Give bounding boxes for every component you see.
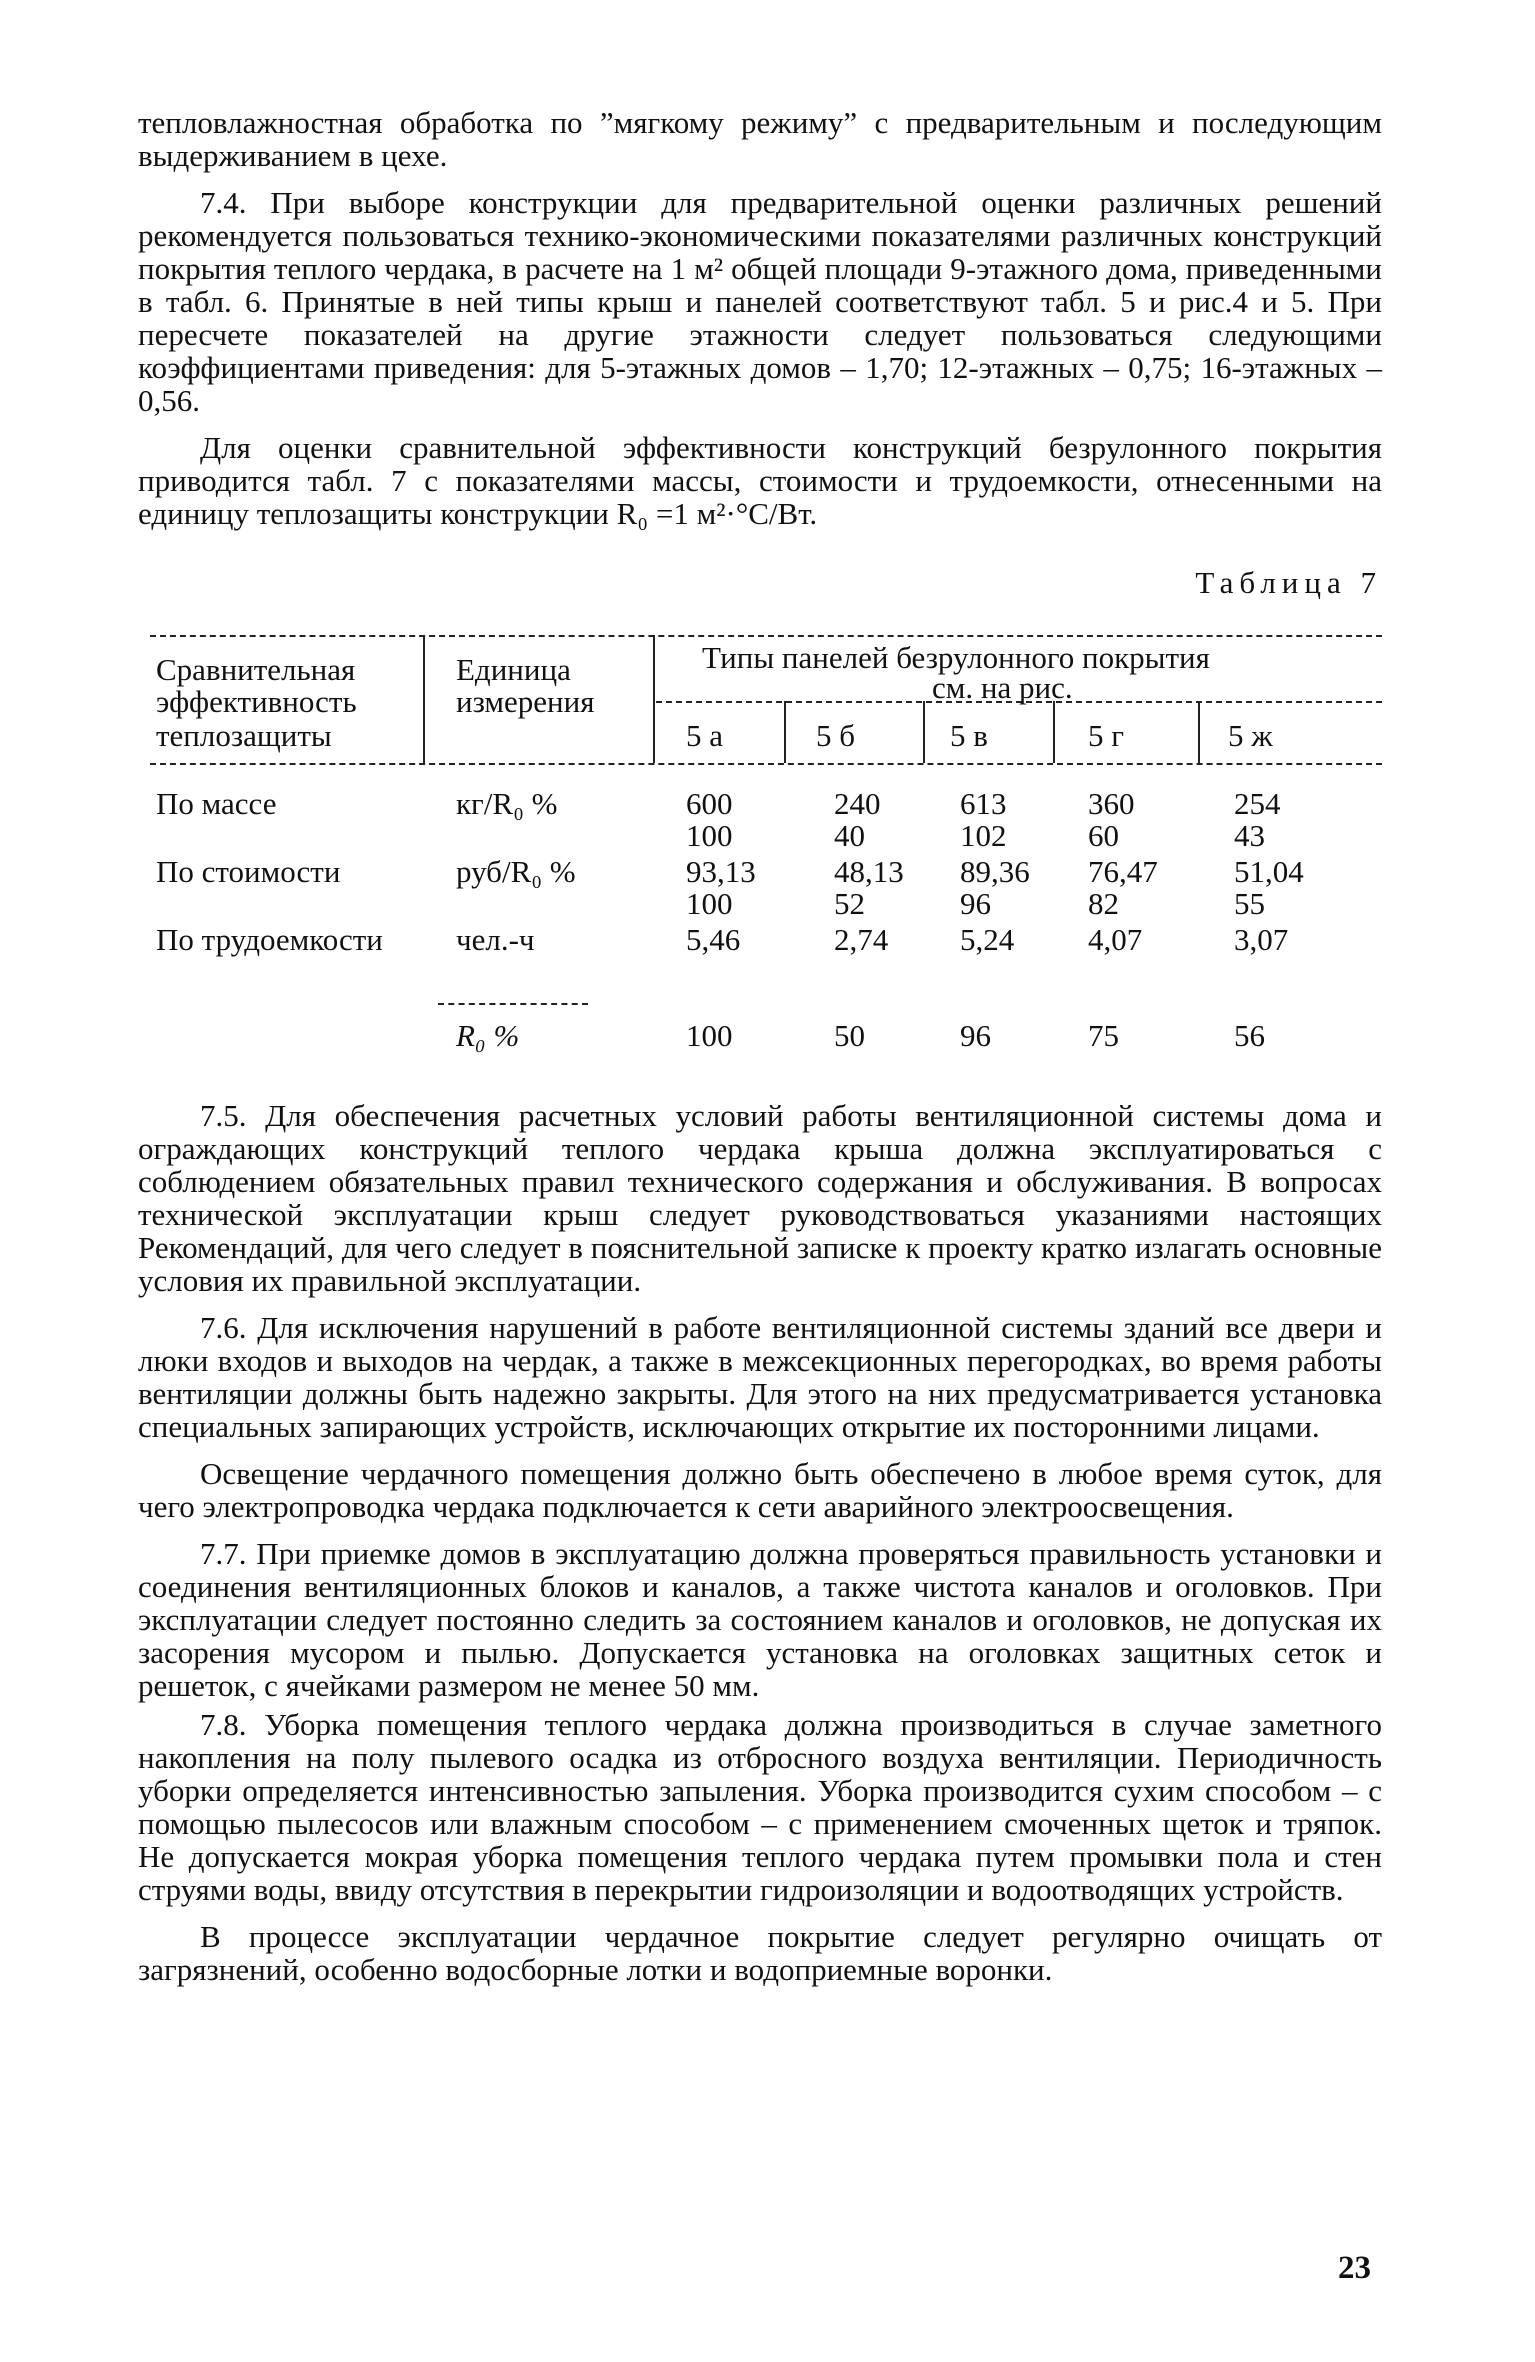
cell-r0-5g: 75 [1088, 1018, 1119, 1053]
cell-mass-pct-5b: 40 [834, 818, 865, 853]
cell-labour-5a: 5,46 [686, 922, 741, 957]
cell-cost-pct-5a: 100 [686, 886, 733, 921]
row-label-labour: По трудоемкости [156, 922, 383, 957]
paragraph-cleaning: В процессе эксплуатации чердачное покрытие следует регулярно очищать от загрязнений, особенно водосборные лотки и водоприемные воронки. [138, 1919, 1382, 1987]
table-top-rule [150, 635, 1382, 637]
cell-mass-pct-5a: 100 [686, 818, 733, 853]
table-type-divider-2 [923, 701, 925, 763]
header-type-5zh: 5 ж [1228, 718, 1273, 753]
table-type-divider-4 [1198, 701, 1200, 763]
page-number: 23 [1338, 2250, 1371, 2286]
header-group-line2: см. на рис. [932, 670, 1073, 705]
paragraph-7-4: 7.4. При выборе конструкции для предварительной оценки различных решений рекомендуется пользоваться технико-экономическими показателями различных конструкций покрытия теплого чердака, в расчете на 1 м² общей площади 9-этажного дома, приведенными в табл. 6. Принятые в ней типы крыш и панелей соответствуют табл. 5 и рис.4 и 5. При пересчете показателей на другие этажности следует пользоваться следующими коэффициентами приведения: для 5-этажных домов – 1,70; 12-этажных – 0,75; 16-этажных – 0,56. [138, 185, 1382, 418]
cell-r0-5v: 96 [960, 1018, 991, 1053]
table-type-divider-3 [1053, 701, 1055, 763]
cell-mass-5zh: 254 [1234, 786, 1281, 821]
cell-r0-5a: 100 [686, 1018, 733, 1053]
cell-cost-pct-5g: 82 [1088, 886, 1119, 921]
cell-cost-pct-5b: 52 [834, 886, 865, 921]
cell-cost-5zh: 51,04 [1234, 854, 1304, 889]
cell-mass-pct-5g: 60 [1088, 818, 1119, 853]
row-label-mass: По массе [156, 786, 277, 821]
cell-mass-pct-5v: 102 [960, 818, 1007, 853]
header-col2-line2: измерения [456, 684, 595, 719]
paragraph-7-8: 7.8. Уборка помещения теплого чердака должна производиться в случае заметного накопления на полу пылевого осадка из отбросного воздуха вентиляции. Периодичность уборки определяется интенсивностью запыления. Уборка производится сухим способом – с помощью пылесосов или влажным способом – с применением смоченных щеток и тряпок. Не допускается мокрая уборка помещения теплого чердака путем промывки пола и стен струями воды, ввиду отсутствия в перекрытии гидроизоляции и водоотводящих устройств. [138, 1707, 1382, 1907]
cell-cost-5g: 76,47 [1088, 854, 1158, 889]
paragraph-lighting: Освещение чердачного помещения должно быть обеспечено в любое время суток, для чего электропроводка чердака подключается к сети аварийного электроосвещения. [138, 1456, 1382, 1524]
cell-labour-5zh: 3,07 [1234, 922, 1289, 957]
cell-cost-pct-5zh: 55 [1234, 886, 1265, 921]
table-unit-rule [438, 1003, 588, 1005]
cell-labour-5v: 5,24 [960, 922, 1015, 957]
cell-cost-5a: 93,13 [686, 854, 756, 889]
header-col1-line3: теплозащиты [156, 718, 332, 753]
header-group-line1: Типы панелей безрулонного покрытия [702, 640, 1210, 675]
table-col-divider-2 [653, 635, 655, 763]
row-unit-mass: кг/R₀ % [456, 786, 558, 821]
header-col2-line1: Единица [456, 652, 571, 687]
header-type-5a: 5 а [686, 718, 724, 753]
document-page [138, 106, 1382, 1986]
paragraph-7-5: 7.5. Для обеспечения расчетных условий работы вентиляционной системы дома и ограждающих конструкций теплого чердака крыша должна эксплуатироваться с соблюдением обязательных правил технического содержания и обслуживания. В вопросах технической эксплуатации крыш следует руководствоваться указаниями настоящих Рекомендаций, для чего следует в пояснительной записке к проекту кратко излагать основные условия их правильной эксплуатации. [138, 1098, 1382, 1298]
paragraph-7-7: 7.7. При приемке домов в эксплуатацию должна проверяться правильность установки и соединения вентиляционных блоков и каналов, а также чистота каналов и оголовков. При эксплуатации следует постоянно следить за состоянием каналов и оголовков, не допуская их засорения мусором и пылью. Допускается установка на оголовках защитных сеток и решеток, с ячейками размером не менее 50 мм. [138, 1536, 1382, 1703]
cell-cost-5v: 89,36 [960, 854, 1030, 889]
row-unit-r0-pct: R₀ % [456, 1018, 520, 1053]
cell-mass-5g: 360 [1088, 786, 1135, 821]
table-caption: Таблица 7 [1195, 565, 1382, 600]
table-col-divider-1 [423, 635, 425, 763]
cell-mass-5b: 240 [834, 786, 881, 821]
cell-r0-5b: 50 [834, 1018, 865, 1053]
row-unit-cost: руб/R₀ % [456, 854, 576, 889]
row-label-cost: По стоимости [156, 854, 341, 889]
paragraph-continuation: тепловлажностная обработка по ”мягкому режиму” с предварительным и последующим выдерживанием в цехе. [138, 105, 1382, 173]
cell-mass-pct-5zh: 43 [1234, 818, 1265, 853]
table-type-divider-1 [784, 701, 786, 763]
cell-cost-pct-5v: 96 [960, 886, 991, 921]
cell-cost-5b: 48,13 [834, 854, 904, 889]
cell-mass-5v: 613 [960, 786, 1007, 821]
cell-r0-5zh: 56 [1234, 1018, 1265, 1053]
table-header-bottom-rule [150, 763, 1382, 765]
table-7 [138, 635, 1382, 1079]
header-type-5g: 5 г [1088, 718, 1124, 753]
cell-mass-5a: 600 [686, 786, 733, 821]
header-type-5b: 5 б [816, 718, 856, 753]
header-type-5v: 5 в [950, 718, 988, 753]
paragraph-table-intro: Для оценки сравнительной эффективности конструкций безрулонного покрытия приводится табл. 7 с показателями массы, стоимости и трудоемкости, отнесенными на единицу теплозащиты конструкции R₀ =1 м²·°С/Вт. [138, 430, 1382, 531]
cell-labour-5b: 2,74 [834, 922, 889, 957]
paragraph-7-6: 7.6. Для исключения нарушений в работе вентиляционной системы зданий все двери и люки входов и выходов на чердак, а также в межсекционных перегородках, во время работы вентиляции должны быть надежно закрыты. Для этого на них предусматривается установка специальных запирающих устройств, исключающих открытие их посторонними лицами. [138, 1310, 1382, 1444]
cell-labour-5g: 4,07 [1088, 922, 1143, 957]
row-unit-labour: чел.-ч [456, 922, 535, 957]
header-col1-line1: Сравнительная [156, 652, 356, 687]
header-col1-line2: эффективность [156, 684, 357, 719]
